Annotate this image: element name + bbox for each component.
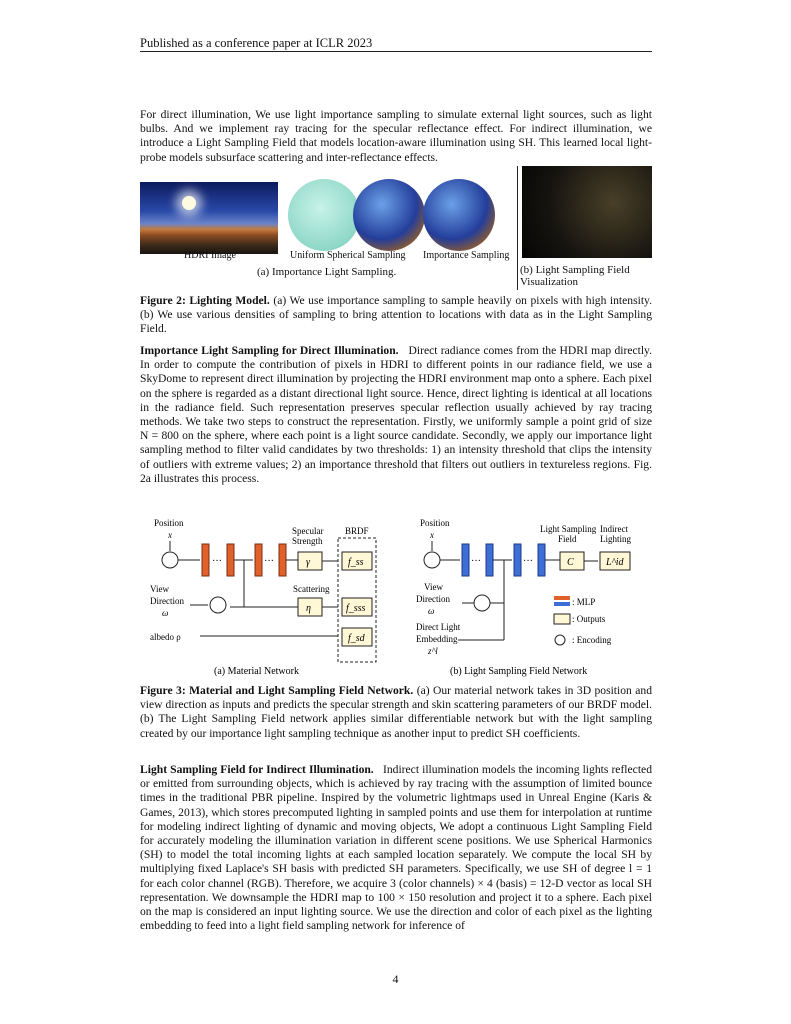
legend-mlp-blue: [554, 602, 570, 606]
section-text: Direct radiance comes from the HDRI map directly. In order to compute the contribution of pixels in HDRI to different points in our radiance field, we use a SkyDome to represent direct illumination by projecting the HDRI environment map onto a sphere. Each pixel on the sphere is regarded as a distant directional light source. Hence, direct lighting is identical at all locations in the radiance field. Such representation preserves specular reflection usually achieved by ray tracing methods. We take two steps to construct the representation. Firstly, we uniformly sample a point grid of size N = 800 on the sphere, where each point is a light source candidate. Secondly, we apply our importance light sampling method to filter valid candidates by two thresholds: 1) an intensity threshold that clips the intensity of outliers with extreme values; 2) an importance threshold that filters out outliers in textureless regions. Fig. 2a illustrates this process.: [140, 344, 652, 485]
fig2b-subcaption-line1: (b) Light Sampling Field: [520, 264, 630, 276]
figure-2: [140, 166, 652, 290]
b-dle-label-1: Direct Light: [416, 622, 461, 632]
a-gamma-output: [298, 552, 322, 570]
uniform-sampling-sphere: [288, 179, 360, 251]
b-lsf-label-1: Light Sampling: [540, 524, 597, 534]
b-mlp-layer-4: [538, 544, 545, 576]
header-rule: [140, 51, 652, 52]
figure-2-caption-label: Figure 2: Lighting Model.: [140, 294, 270, 307]
a-mlp-layer-3: [255, 544, 262, 576]
b-mlp-layer-3: [514, 544, 521, 576]
sun-glow: [182, 196, 196, 210]
a-mlp-layer-4: [279, 544, 286, 576]
hdri-image: [140, 182, 278, 254]
figure-3-caption: [140, 684, 652, 741]
fig2b-subcaption-line2: Visualization: [520, 276, 578, 288]
figure-3-caption-label: Figure 3: Material and Light Sampling Field Network.: [140, 684, 414, 697]
b-encoding-icon-1: [424, 552, 440, 568]
a-gamma-symbol: γ: [306, 557, 310, 568]
legend-encoding-icon: [555, 635, 565, 645]
b-dle-label-2: Embedding: [416, 634, 458, 644]
b-encoding-icon-2: [474, 595, 490, 611]
a-scattering-label: Scattering: [293, 584, 330, 594]
legend-output-label: : Outputs: [572, 614, 606, 624]
a-fss-text: f_ss: [348, 557, 364, 568]
a-fsd-text: f_sd: [348, 633, 365, 644]
fig2a-subcaption: (a) Importance Light Sampling.: [257, 266, 397, 278]
legend-encoding-label: : Encoding: [572, 635, 612, 645]
b-subcaption: (b) Light Sampling Field Network: [450, 666, 588, 677]
b-view-label-2: Direction: [416, 594, 450, 604]
importance-sampling-sphere-b: [423, 179, 495, 251]
legend-output-swatch: [554, 614, 570, 624]
figure-2-caption-text: (a) We use importance sampling to sample heavily on pixels with high intensity. (b) We use various densities of sampling to bring attention to locations with data as in the Light Sampling Field.: [140, 294, 652, 336]
b-x-label: x: [430, 530, 434, 540]
legend-mlp-label: : MLP: [572, 597, 596, 607]
figure-3-diagram: [140, 514, 652, 680]
a-brdf-label: BRDF: [345, 526, 369, 536]
b-mlp-layer-1: [462, 544, 469, 576]
figure-2-caption: [140, 294, 652, 337]
intro-paragraph: For direct illumination, We use light importance sampling to simulate external light sources, such as light bulbs. And we implement ray tracing for the specular reflectance effect. For indirect illumination, we introduce a Light Sampling Field that models location-aware illumination using SH. This learned local light-probe models subsurface scattering and inter-reflectance effects.: [140, 108, 652, 164]
a-mlp-layer-1: [202, 544, 209, 576]
a-spec-label-1: Specular: [292, 526, 324, 536]
a-encoding-icon-2: [210, 597, 226, 613]
figure-divider: [517, 166, 518, 290]
section-text: Indirect illumination models the incoming lights reflected or emitted from surrounding objects, which is achieved by ray tracing with the assumption of limited bounce times in the traditional PBR pipeline. Inspired by the volumetric lightmaps used in Unreal Engine (Karis & Games, 2013), which stores precomputed lighting in sampled points and use them for interpolation at runtime for modeling indirect lighting of dynamic and moving objects, We adopt a continuous Light Sampling Field for accurately modeling the illumination variation in different scene positions. We use Spherical Harmonics (SH) to model the total incoming lights at each sampled location separately. We compute the local SH by multiplying fixed Laplace's SH basis with predicted SH parameters. Specifically, we use SH of degree l = 1 for each color channel (RGB). Therefore, we acquire 3 (color channels) × 4 (basis) = 12-D vector as local SH representation. We downsample the HDRI map to 100 × 150 resolution and project it to a sphere. Each pixel on the map is considered an input lighting source. We use the direction and color of each pixel as the lighting embedding to feed into a light field sampling network for inference of: [140, 763, 652, 933]
b-ellipsis-2: ···: [523, 556, 533, 567]
importance-sampling-sphere-a: [353, 179, 425, 251]
running-header: Published as a conference paper at ICLR 2023: [140, 36, 373, 50]
page-number: 4: [392, 972, 399, 986]
a-x-label: x: [168, 530, 172, 540]
a-mlp-layer-2: [227, 544, 234, 576]
section-light-sampling-field: [140, 763, 652, 933]
importance-label: Importance Sampling: [423, 250, 510, 261]
a-subcaption: (a) Material Network: [214, 666, 299, 677]
a-ellipsis-2: ···: [264, 556, 274, 567]
a-spec-label-2: Strength: [292, 536, 323, 546]
uniform-label: Uniform Spherical Sampling: [290, 250, 406, 261]
b-position-label: Position: [420, 518, 450, 528]
a-position-label: Position: [154, 518, 184, 528]
b-mlp-layer-2: [486, 544, 493, 576]
a-view-label-2: Direction: [150, 596, 184, 606]
figure-3-caption-text: (a) Our material network takes in 3D position and view direction as inputs and predicts the specular strength and skin scattering parameters of our BRDF model. (b) The Light Sampling Field network applies similar differentiable network but with the light sampling created by our importance light sampling technique as another input to predict SH coefficients.: [140, 684, 652, 740]
b-zl-label: z^l: [428, 646, 438, 656]
b-omega-label: ω: [428, 606, 435, 616]
section-title: Importance Light Sampling for Direct Illumination.: [140, 344, 399, 357]
b-c-symbol: C: [567, 557, 574, 568]
section-importance-light-sampling: [140, 344, 652, 486]
b-ellipsis-1: ···: [471, 556, 481, 567]
b-lid-symbol: L^id: [606, 557, 624, 568]
b-indirect-label-1: Indirect: [600, 524, 628, 534]
b-lsf-label-2: Field: [558, 534, 577, 544]
a-ellipsis-1: ···: [212, 556, 222, 567]
a-albedo-label: albedo ρ: [150, 632, 181, 642]
a-view-label-1: View: [150, 584, 169, 594]
legend-mlp-orange: [554, 596, 570, 600]
light-sampling-field-image: [522, 166, 652, 258]
a-eta-symbol: η: [306, 603, 311, 614]
figure-3: [140, 514, 652, 680]
b-view-label-1: View: [424, 582, 443, 592]
a-omega-label: ω: [162, 608, 169, 618]
a-fsss-text: f_sss: [346, 603, 366, 614]
section-title: Light Sampling Field for Indirect Illumination.: [140, 763, 374, 776]
a-encoding-icon-1: [162, 552, 178, 568]
hdri-label: HDRI Image: [184, 250, 236, 261]
b-indirect-label-2: Lighting: [600, 534, 631, 544]
